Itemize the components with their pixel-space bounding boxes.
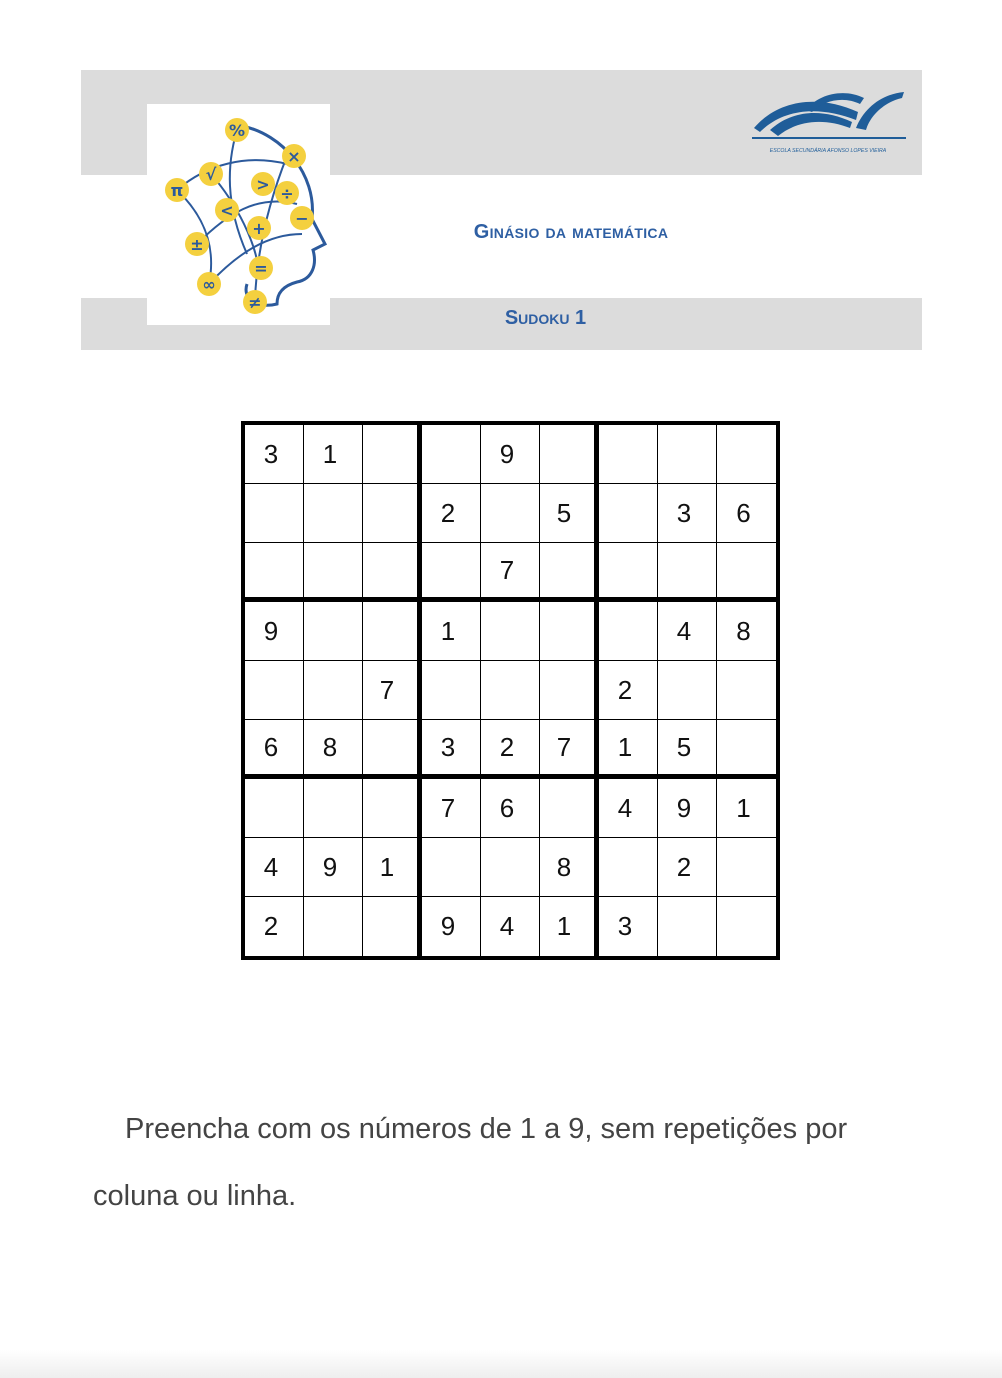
logo-symbol: √ (205, 165, 217, 184)
sudoku-cell-empty[interactable] (304, 897, 363, 956)
sudoku-cell-empty[interactable] (658, 661, 717, 720)
sudoku-cell-given[interactable]: 9 (422, 897, 481, 956)
sudoku-cell-empty[interactable] (422, 543, 481, 602)
logo-symbol-circle (249, 256, 273, 280)
sudoku-cell-given[interactable]: 6 (481, 779, 540, 838)
sudoku-cell-given[interactable]: 1 (540, 897, 599, 956)
sudoku-cell-given[interactable]: 4 (658, 602, 717, 661)
sudoku-cell-empty[interactable] (599, 425, 658, 484)
sudoku-cell-given[interactable]: 4 (481, 897, 540, 956)
sudoku-cell-empty[interactable] (245, 779, 304, 838)
sudoku-cell-given[interactable]: 2 (481, 720, 540, 779)
sudoku-cell-given[interactable]: 1 (304, 425, 363, 484)
sudoku-cell-empty[interactable] (422, 661, 481, 720)
logo-symbol-circle (275, 181, 299, 205)
sudoku-cell-given[interactable]: 9 (481, 425, 540, 484)
logo-symbol: × (287, 147, 301, 166)
sudoku-cell-given[interactable]: 8 (717, 602, 776, 661)
logo-symbol: < (220, 201, 234, 220)
sudoku-cell-empty[interactable] (304, 661, 363, 720)
sudoku-cell-given[interactable]: 3 (422, 720, 481, 779)
sudoku-cell-empty[interactable] (717, 720, 776, 779)
sudoku-cell-empty[interactable] (304, 484, 363, 543)
sudoku-cell-empty[interactable] (658, 543, 717, 602)
logo-symbol-circle (215, 198, 239, 222)
sudoku-cell-empty[interactable] (245, 484, 304, 543)
sudoku-cell-empty[interactable] (717, 661, 776, 720)
sudoku-cell-empty[interactable] (658, 425, 717, 484)
sudoku-cell-empty[interactable] (481, 484, 540, 543)
sudoku-cell-given[interactable]: 8 (540, 838, 599, 897)
sudoku-cell-empty[interactable] (481, 661, 540, 720)
logo-symbol: > (256, 175, 270, 194)
sudoku-cell-given[interactable]: 7 (540, 720, 599, 779)
sudoku-cell-empty[interactable] (481, 838, 540, 897)
page-title: Ginásio da matemática (473, 221, 669, 243)
sudoku-cell-empty[interactable] (363, 779, 422, 838)
sudoku-cell-empty[interactable] (599, 602, 658, 661)
sudoku-cell-given[interactable]: 8 (304, 720, 363, 779)
logo-symbol-circle (282, 144, 306, 168)
page-footer-shadow (0, 1350, 1002, 1378)
sudoku-cell-given[interactable]: 3 (658, 484, 717, 543)
instructions-text: Preencha com os números de 1 a 9, sem repetições por coluna ou linha. (93, 1113, 848, 1212)
sudoku-cell-empty[interactable] (363, 720, 422, 779)
sudoku-cell-empty[interactable] (304, 543, 363, 602)
school-arches-icon (748, 86, 908, 158)
sudoku-cell-given[interactable]: 9 (658, 779, 717, 838)
logo-symbol-circle (247, 216, 271, 240)
sudoku-cell-given[interactable]: 3 (245, 425, 304, 484)
sudoku-cell-given[interactable]: 7 (422, 779, 481, 838)
sudoku-cell-empty[interactable] (363, 602, 422, 661)
sudoku-cell-empty[interactable] (363, 425, 422, 484)
logo-symbol: − (295, 209, 309, 228)
school-logo (748, 86, 908, 158)
sudoku-cell-empty[interactable] (717, 425, 776, 484)
sudoku-cell-given[interactable]: 2 (422, 484, 481, 543)
math-gym-logo (147, 104, 330, 325)
sudoku-cell-empty[interactable] (245, 543, 304, 602)
logo-symbol: + (252, 219, 266, 238)
logo-symbol-circle (185, 232, 209, 256)
logo-symbol-circle (251, 172, 275, 196)
sudoku-cell-empty[interactable] (481, 602, 540, 661)
logo-symbols (147, 104, 330, 325)
page-subtitle: Sudoku 1 (504, 307, 587, 329)
sudoku-cell-given[interactable]: 6 (717, 484, 776, 543)
logo-symbol: ÷ (280, 184, 294, 203)
logo-symbol-circle (197, 272, 221, 296)
sudoku-cell-empty[interactable] (540, 661, 599, 720)
logo-symbol-circle (290, 206, 314, 230)
sudoku-cell-given[interactable]: 2 (245, 897, 304, 956)
sudoku-cell-empty[interactable] (540, 425, 599, 484)
sudoku-cell-empty[interactable] (540, 602, 599, 661)
sudoku-cell-empty[interactable] (363, 543, 422, 602)
sudoku-cell-given[interactable]: 7 (481, 543, 540, 602)
sudoku-cell-given[interactable]: 6 (245, 720, 304, 779)
sudoku-cell-empty[interactable] (717, 897, 776, 956)
sudoku-cell-empty[interactable] (540, 543, 599, 602)
sudoku-cell-given[interactable]: 1 (422, 602, 481, 661)
sudoku-cell-empty[interactable] (304, 602, 363, 661)
sudoku-cell-empty[interactable] (599, 838, 658, 897)
sudoku-cell-given[interactable]: 1 (717, 779, 776, 838)
logo-symbol-circle (199, 162, 223, 186)
sudoku-cell-empty[interactable] (304, 779, 363, 838)
logo-symbol-circle (225, 118, 249, 142)
sudoku-cell-given[interactable]: 5 (658, 720, 717, 779)
sudoku-cell-given[interactable]: 3 (599, 897, 658, 956)
sudoku-cell-empty[interactable] (658, 897, 717, 956)
sudoku-grid[interactable] (241, 421, 780, 960)
logo-symbol: ≠ (248, 293, 262, 312)
sudoku-cell-empty[interactable] (422, 425, 481, 484)
sudoku-cell-given[interactable]: 4 (599, 779, 658, 838)
sudoku-cell-given[interactable]: 2 (658, 838, 717, 897)
sudoku-cell-given[interactable]: 4 (245, 838, 304, 897)
sudoku-cell-empty[interactable] (599, 484, 658, 543)
sudoku-cell-given[interactable]: 7 (363, 661, 422, 720)
sudoku-cell-empty[interactable] (717, 838, 776, 897)
logo-symbol: ± (190, 235, 204, 254)
sudoku-cell-empty[interactable] (717, 543, 776, 602)
sudoku-cell-given[interactable]: 9 (245, 602, 304, 661)
sudoku-cell-empty[interactable] (599, 543, 658, 602)
sudoku-cell-empty[interactable] (540, 779, 599, 838)
sudoku-cell-empty[interactable] (422, 838, 481, 897)
sudoku-cell-given[interactable]: 1 (599, 720, 658, 779)
logo-symbol: π (170, 181, 184, 200)
logo-symbol: % (228, 121, 246, 140)
sudoku-cell-empty[interactable] (363, 484, 422, 543)
sudoku-cell-given[interactable]: 2 (599, 661, 658, 720)
sudoku-cell-given[interactable]: 5 (540, 484, 599, 543)
logo-symbol-circle (165, 178, 189, 202)
sudoku-cell-given[interactable]: 1 (363, 838, 422, 897)
logo-symbol: = (254, 259, 268, 278)
school-logo-text: ESCOLA SECUNDÁRIA AFONSO LOPES VIEIRA (769, 148, 887, 154)
sudoku-cell-empty[interactable] (245, 661, 304, 720)
sudoku-cell-empty[interactable] (363, 897, 422, 956)
sudoku-cell-given[interactable]: 9 (304, 838, 363, 897)
logo-symbol: ∞ (202, 275, 216, 294)
